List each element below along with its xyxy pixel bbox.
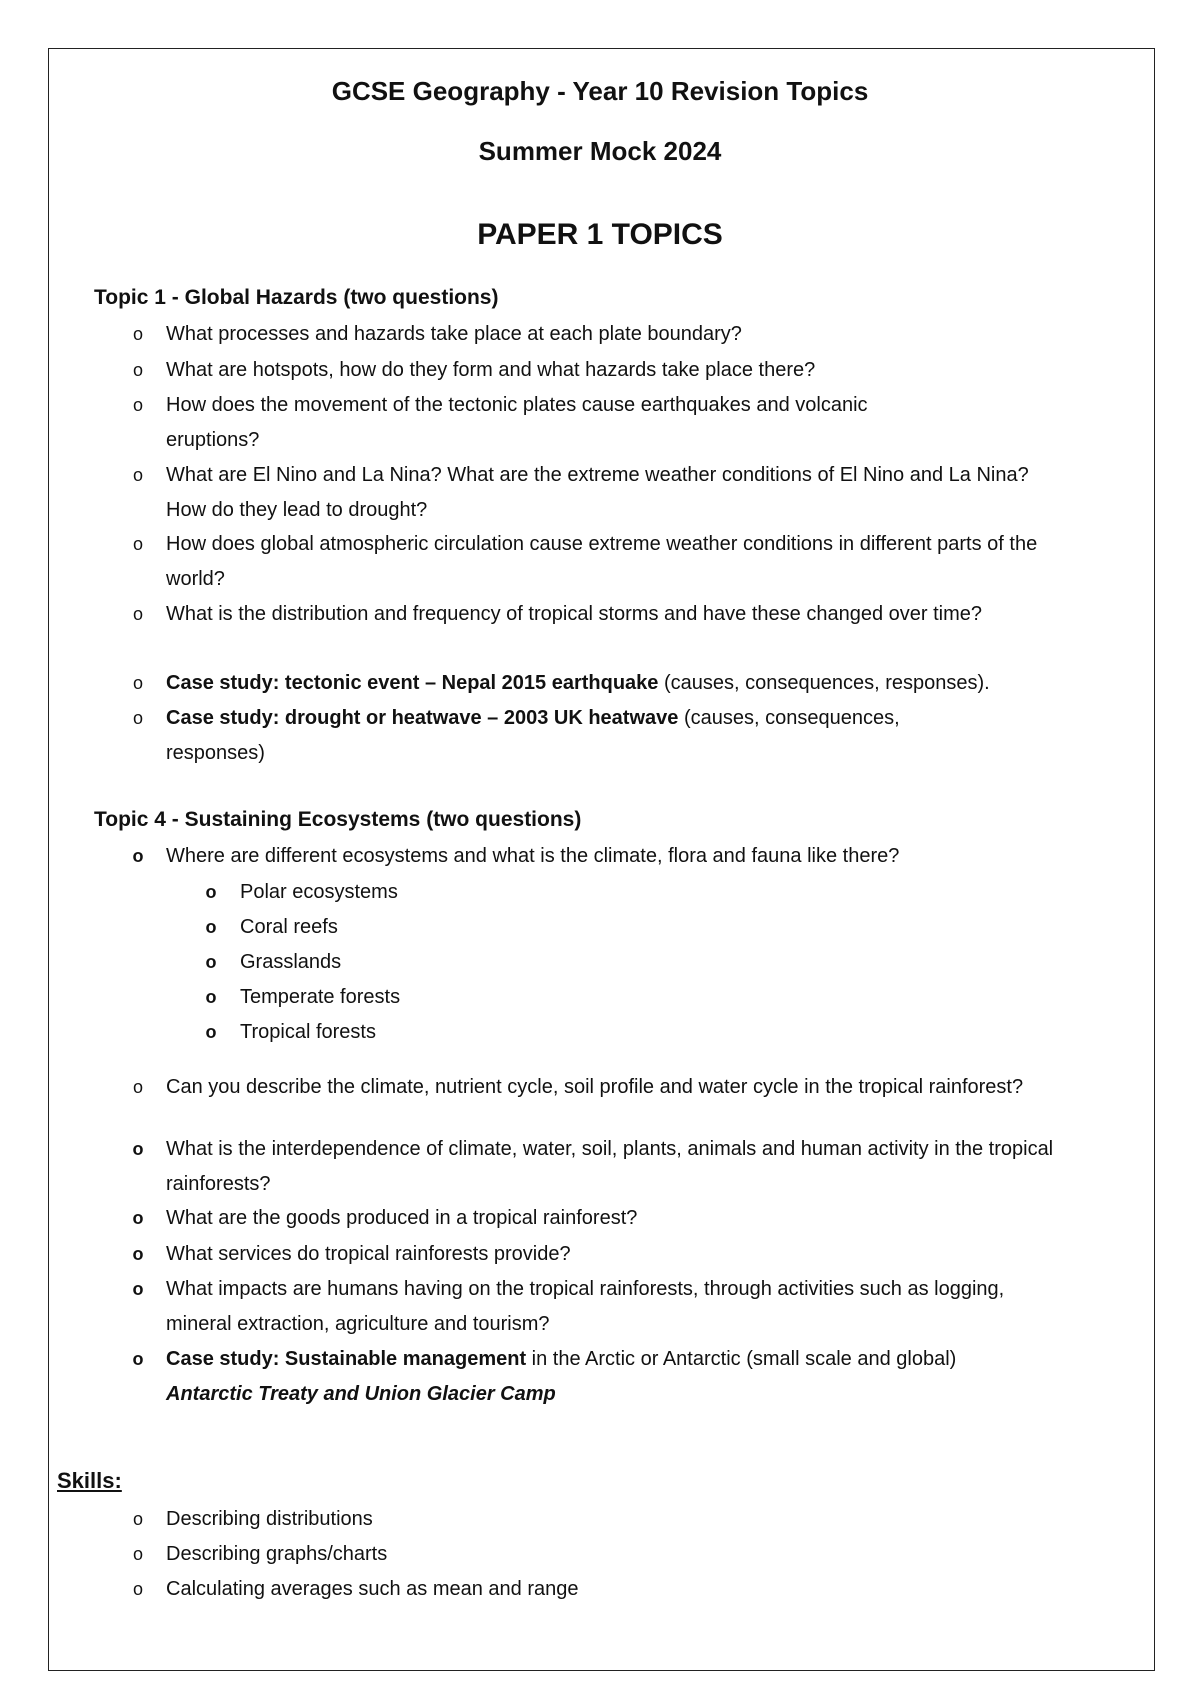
list-item-text: What processes and hazards take place at each plate boundary?	[166, 323, 742, 345]
list-item	[132, 1132, 1066, 1202]
list-item	[132, 458, 1071, 528]
list-item	[132, 1072, 1036, 1103]
bullet-icon: o	[205, 952, 217, 972]
bullet-icon: o	[132, 1077, 143, 1097]
bullet-icon: o	[132, 534, 143, 554]
list-item-text: How does global atmospheric circulation cause extreme weather conditions in different parts of the world?	[166, 533, 1038, 590]
ecosystem-item	[205, 945, 1140, 980]
list-item	[132, 1272, 1036, 1342]
list-item	[132, 839, 1066, 874]
skill-text: Describing graphs/charts	[166, 1543, 388, 1565]
ecosystem-text: Grasslands	[240, 951, 342, 973]
bullet-icon: o	[132, 673, 143, 693]
ecosystem-item	[205, 980, 1140, 1015]
list-item	[132, 1201, 1066, 1236]
paper-heading: PAPER 1 TOPICS	[477, 218, 723, 251]
bullet-icon: o	[132, 324, 143, 344]
skill-text: Calculating averages such as mean and range	[166, 1578, 579, 1600]
case-study-item	[132, 701, 976, 771]
list-item	[132, 597, 1046, 632]
list-item	[132, 317, 1066, 352]
bullet-icon: o	[132, 604, 143, 624]
case-study-item	[132, 1342, 976, 1412]
list-item-text: What is the interdependence of climate, water, soil, plants, animals and human activity in the tropical rainforests?	[166, 1138, 1054, 1195]
list-item	[132, 1237, 1066, 1272]
list-item-text: What are the goods produced in a tropical rainforest?	[166, 1207, 638, 1229]
list-item	[132, 527, 1046, 597]
bullet-icon: o	[205, 882, 217, 902]
list-item-text: What is the distribution and frequency of tropical storms and have these changed over time?	[166, 603, 983, 625]
bullet-icon: o	[132, 1244, 144, 1264]
list-item	[132, 353, 1066, 388]
ecosystem-text: Coral reefs	[240, 916, 338, 938]
topic4-heading: Topic 4 - Sustaining Ecosystems (two questions)	[94, 808, 582, 831]
skill-item	[132, 1572, 1066, 1607]
bullet-icon: o	[132, 1349, 144, 1369]
case-study-title: Case study: Sustainable management	[166, 1348, 527, 1370]
list-item-text: What impacts are humans having on the tropical rainforests, through activities such as logging, mineral extraction, agriculture and tourism?	[166, 1278, 1005, 1335]
bullet-icon: o	[132, 1208, 144, 1228]
case-study-title: Case study: drought or heatwave – 2003 UK heatwave	[166, 707, 679, 729]
list-item-text: Where are different ecosystems and what is the climate, flora and fauna like there?	[166, 845, 900, 867]
list-item-text: Can you describe the climate, nutrient cycle, soil profile and water cycle in the tropical rainforest?	[166, 1076, 1024, 1098]
case-study-detail: in the Arctic or Antarctic (small scale and global)	[526, 1348, 957, 1370]
skill-item	[132, 1502, 1066, 1537]
bullet-icon: o	[132, 708, 143, 728]
topic1-heading: Topic 1 - Global Hazards (two questions)	[94, 286, 499, 309]
case-study-detail: (causes, consequences, responses).	[658, 672, 990, 694]
skills-heading: Skills:	[57, 1468, 122, 1493]
list-item	[132, 388, 966, 458]
ecosystem-text: Temperate forests	[240, 986, 401, 1008]
document-subtitle: Summer Mock 2024	[478, 136, 722, 166]
bullet-icon: o	[132, 395, 143, 415]
skill-item	[132, 1537, 1066, 1572]
document-title: GCSE Geography - Year 10 Revision Topics	[331, 76, 869, 106]
ecosystem-text: Polar ecosystems	[240, 881, 398, 903]
bullet-icon: o	[132, 846, 144, 866]
case-study-title: Case study: tectonic event – Nepal 2015 earthquake	[166, 672, 659, 694]
bullet-icon: o	[205, 987, 217, 1007]
ecosystem-item	[205, 875, 1140, 910]
list-item-text: What are hotspots, how do they form and what hazards take place there?	[166, 359, 816, 381]
ecosystem-text: Tropical forests	[240, 1021, 376, 1043]
list-item-text: How does the movement of the tectonic plates cause earthquakes and volcanic eruptions?	[166, 394, 868, 451]
ecosystem-item	[205, 910, 1140, 945]
list-item-text: What are El Nino and La Nina? What are the extreme weather conditions of El Nino and La Nina? How do they lead to drought?	[166, 464, 1029, 521]
bullet-icon: o	[132, 1579, 143, 1599]
bullet-icon: o	[132, 1544, 143, 1564]
case-study-detail: (causes, consequences, responses)	[166, 707, 900, 764]
bullet-icon: o	[132, 1279, 144, 1299]
bullet-icon: o	[132, 1509, 143, 1529]
bullet-icon: o	[205, 917, 217, 937]
skill-text: Describing distributions	[166, 1508, 373, 1530]
bullet-icon: o	[132, 360, 143, 380]
ecosystem-item	[205, 1015, 1140, 1050]
bullet-icon: o	[132, 465, 143, 485]
case-study-example: Antarctic Treaty and Union Glacier Camp	[166, 1383, 556, 1405]
list-item-text: What services do tropical rainforests provide?	[166, 1243, 571, 1265]
bullet-icon: o	[132, 1139, 144, 1159]
bullet-icon: o	[205, 1022, 217, 1042]
case-study-item	[132, 666, 1066, 701]
